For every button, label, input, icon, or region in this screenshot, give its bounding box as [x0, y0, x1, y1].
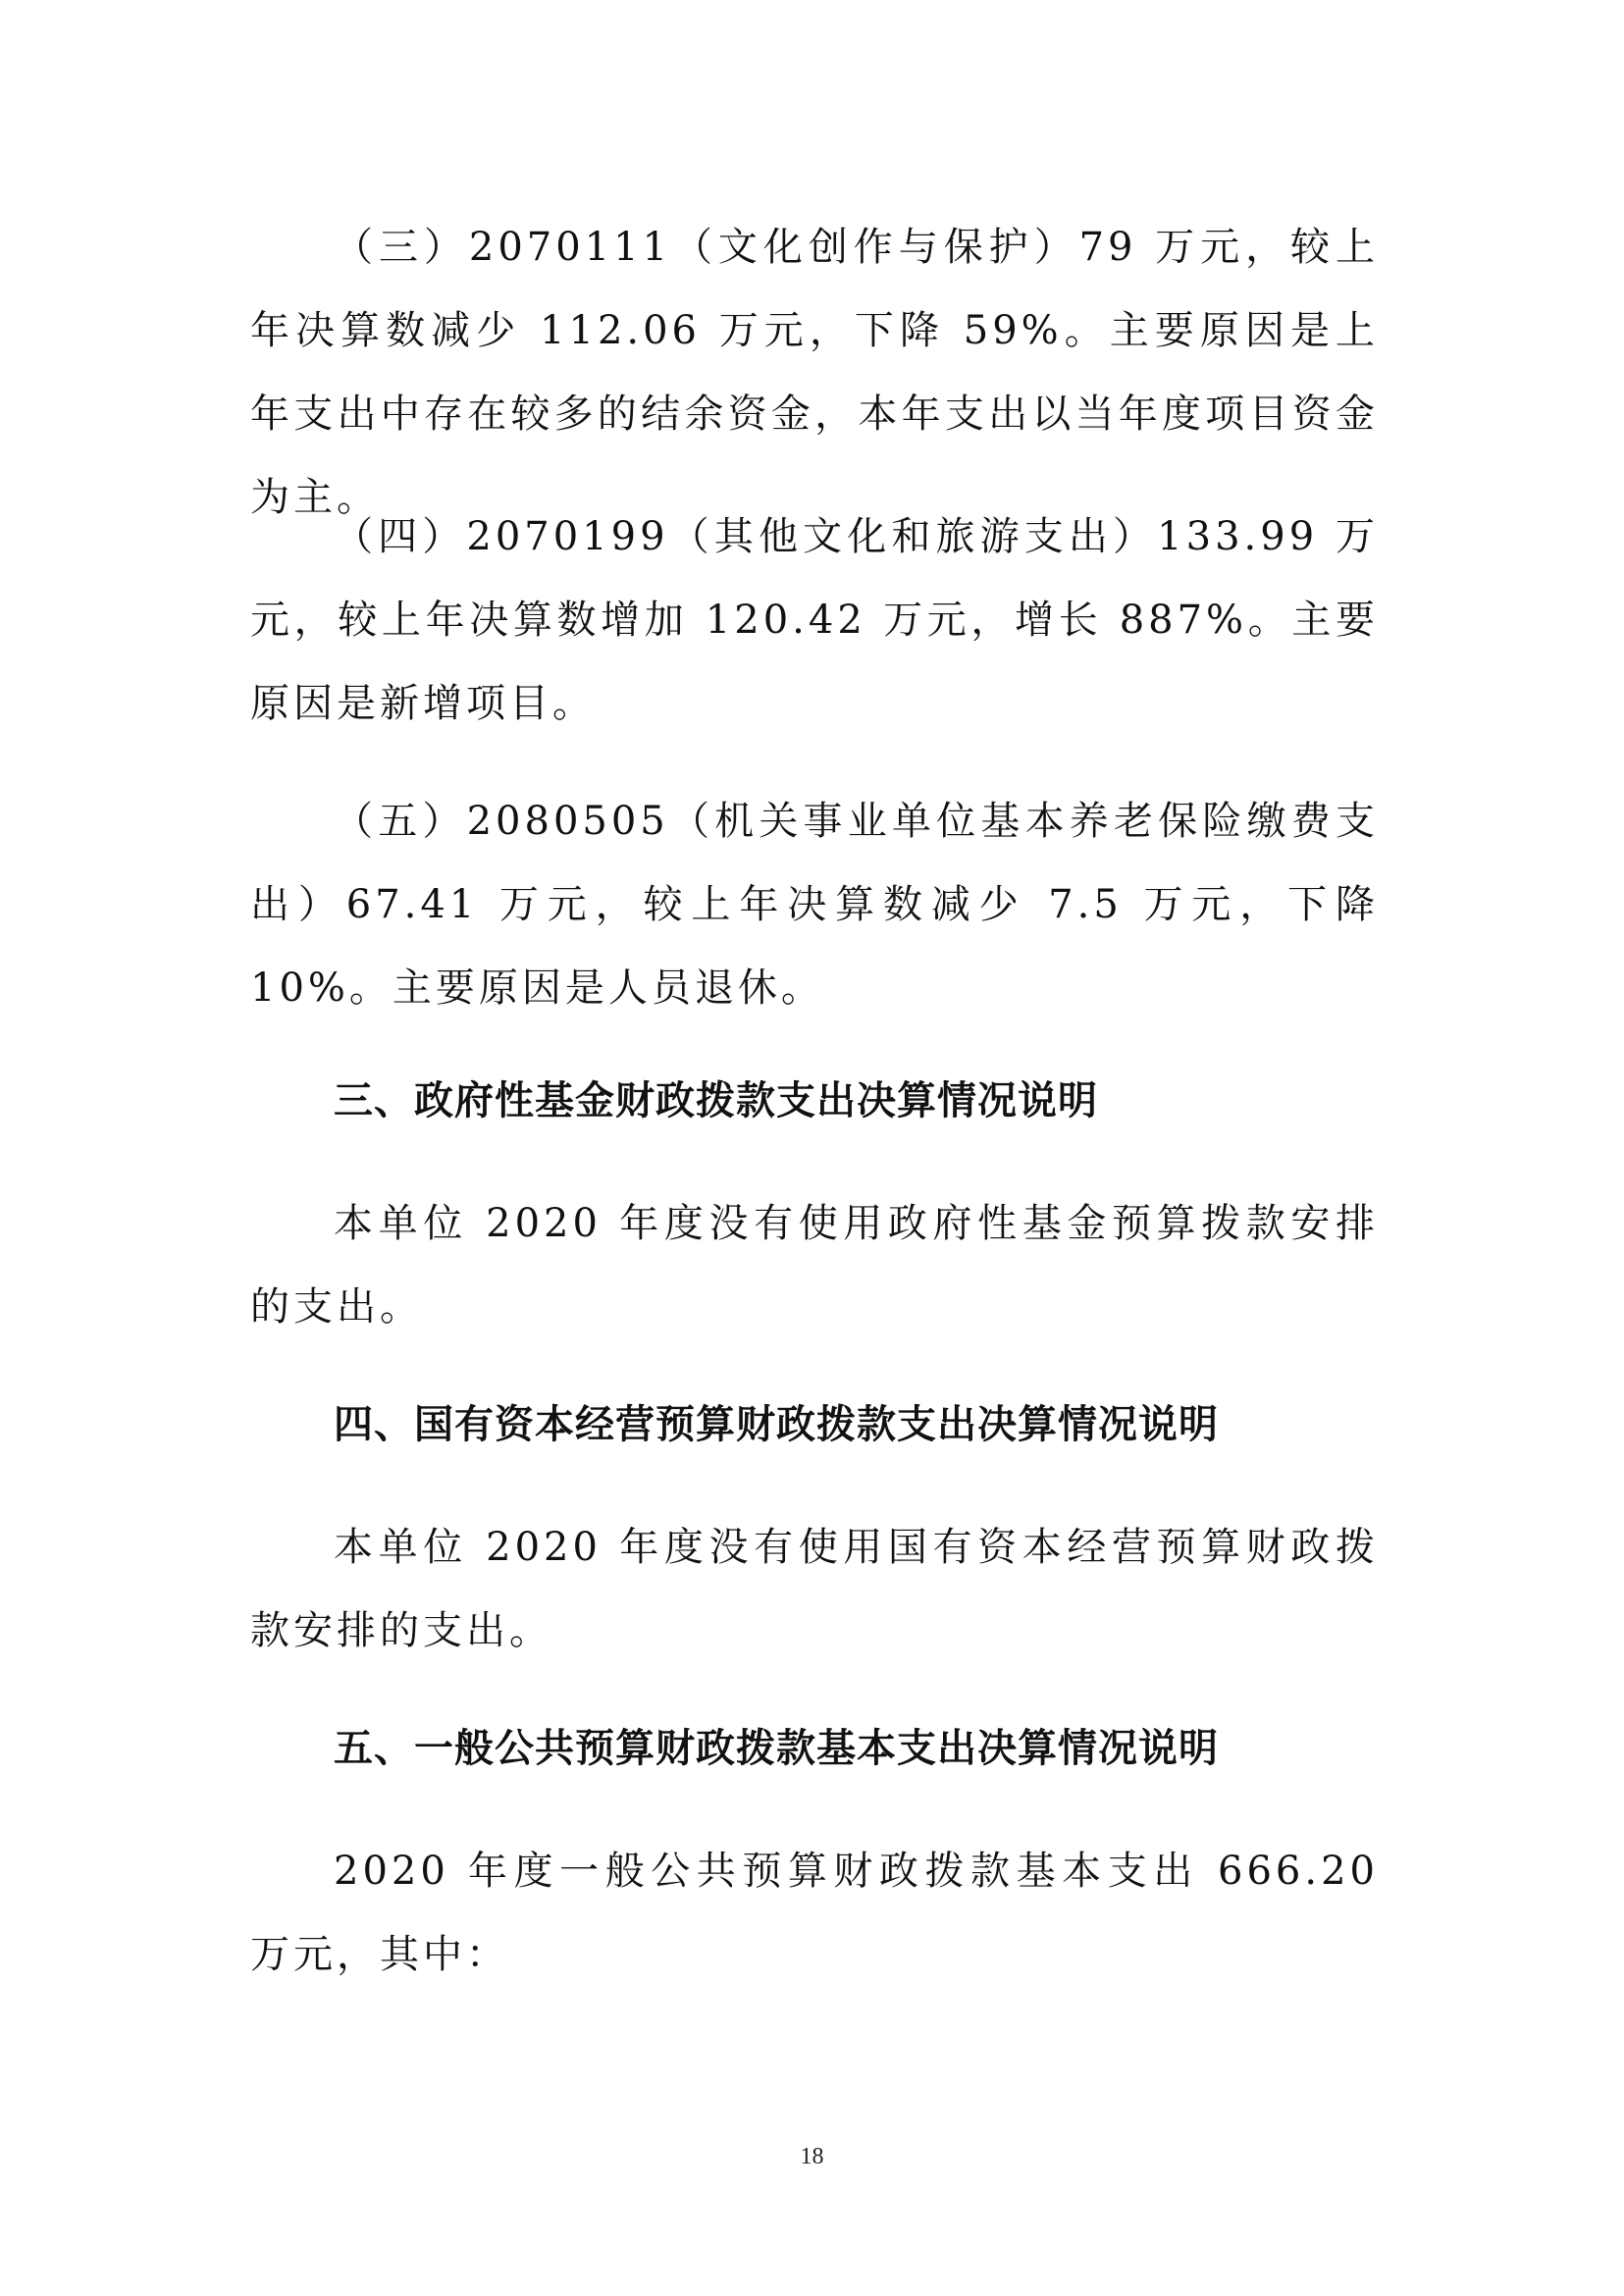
section-heading-5: 五、一般公共预算财政拨款基本支出决算情况说明	[334, 1726, 1219, 1771]
section-4-body: 本单位 2020 年度没有使用国有资本经营预算财政拨款安排的支出。	[250, 1525, 1379, 1653]
page-number: 18	[800, 2144, 824, 2169]
paragraph-item-5: （五）2080505（机关事业单位基本养老保险缴费支出）67.41 万元，较上年决算数减少 7.5 万元，下降 10%。主要原因是人员退休。	[250, 799, 1379, 1011]
section-heading-3: 三、政府性基金财政拨款支出决算情况说明	[334, 1078, 1098, 1123]
section-5-body: 2020 年度一般公共预算财政拨款基本支出 666.20 万元，其中：	[250, 1849, 1379, 1977]
paragraph-item-4: （四）2070199（其他文化和旅游支出）133.99 万元，较上年决算数增加 120.42 万元，增长 887%。主要原因是新增项目。	[250, 514, 1379, 726]
section-3-body: 本单位 2020 年度没有使用政府性基金预算拨款安排的支出。	[250, 1201, 1379, 1330]
section-heading-4: 四、国有资本经营预算财政拨款支出决算情况说明	[334, 1402, 1219, 1447]
paragraph-item-3: （三）2070111（文化创作与保护）79 万元，较上年决算数减少 112.06 万元，下降 59%。主要原因是上年支出中存在较多的结余资金，本年支出以当年度项目资金为主。	[250, 225, 1379, 520]
